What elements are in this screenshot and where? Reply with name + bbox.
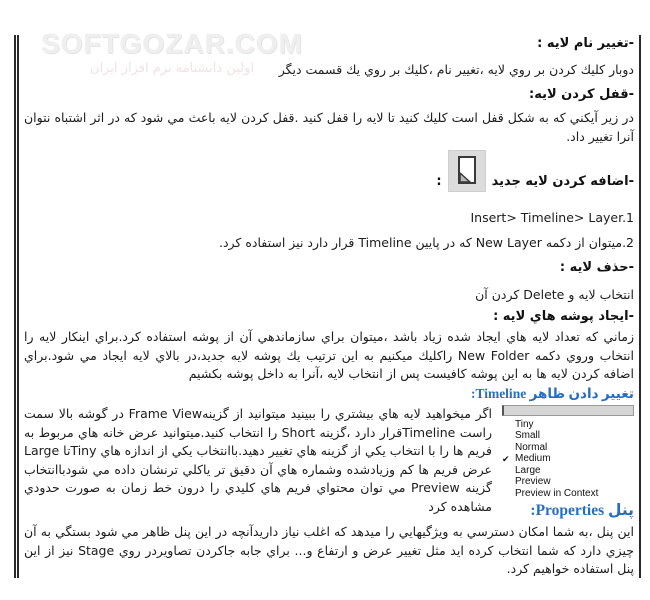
new-layer-icon — [448, 150, 486, 192]
watermark-logo: SOFTGOZAR.COM — [41, 28, 303, 59]
menu-item-medium: ✔ Medium — [502, 454, 634, 466]
heading-rename-layer: -تغيير نام لايه : — [537, 36, 634, 51]
page-right-border — [639, 35, 641, 578]
heading-add-layer-colon: : — [436, 174, 442, 189]
heading-delete-layer: -حذف لايه : — [559, 260, 634, 275]
para-create-folders: زماني كه تعداد لايه هاي ايجاد شده زياد باشد ،ميتوان براي سازماندهي آن از پوشه استفاده كرد.براي اينكار لايه را انتخاب وروي دكمه New Folder راكليك ميكنيم به اين ترتيب يك پوشه لايه جديد،در بالاي لايه ايجاد مي شود.براي اضافه كردن لايه ها به اين پوشه كافيست پس از انتخاب لايه ،آنرا به داخل پوشه بكشيم — [24, 329, 634, 381]
checkmark-icon: ✔ — [502, 454, 510, 464]
heading-add-layer: -اضافه كردن لايه جديد — [491, 174, 634, 189]
para-delete-layer: انتخاب لايه و Delete كردن آن — [475, 287, 634, 302]
frame-view-menu — [502, 405, 634, 500]
heading-timeline-appearance: تغيير دادن ظاهر Timeline: — [470, 386, 634, 401]
para-properties-panel: اين پنل ،به شما امكان دسترسي به ويژگيهايي را ميدهد كه اغلب نياز داريدآنچه در اين پنل ظاهر مي شود بستگي به آن چيزي دارد كه شما انتخاب كرده ايد مثل تغيير عرض و ارتفاع و... براي جابه جاكردن تصاويردر روي Stage نيز از اين پنل استفاده خواهيم كرد. — [24, 524, 634, 576]
page-left-border — [14, 35, 19, 578]
para-lock-layer: در زير آيكني كه به شكل قفل است كليك كنيد تا لايه را قفل كنيد .قفل كردن لايه باعث مي شود كه در اثر اشتباه نتوان آنرا تغيير داد. — [24, 110, 634, 144]
para-rename-layer: دوبار كليك كردن بر روي لايه ،تغيير نام ،كليك بر روي يك قسمت ديگر — [278, 62, 634, 77]
para-new-layer-button: 2.ميتوان از دكمه New Layer كه در پايين Timeline قرار دارد نيز استفاده كرد. — [218, 235, 634, 250]
menu-item-preview: Preview — [515, 476, 551, 487]
frame-view-menu-header — [502, 405, 634, 416]
menu-item-small: Small — [515, 430, 541, 441]
heading-lock-layer: -قفل كردن لايه: — [529, 87, 634, 102]
menu-item-large: Large — [515, 464, 541, 476]
frame-view-menu-list — [502, 419, 634, 500]
menu-item-preview-in-context: Preview in Context — [515, 487, 599, 499]
heading-properties-panel: پنل Properties: — [530, 502, 634, 519]
menu-item-normal: Normal — [515, 441, 548, 453]
heading-create-folders: -ايجاد پوشه هاي لايه : — [493, 309, 634, 324]
para-timeline-text: اگر ميخواهيد لايه هاي بيشتري را ببينيد ميتوانيد از گزينهFrame View در گوشه بالا سمت راست Timelineقرار دارد ،گزينه Short را انتخاب كنيد.ميتوانيد عرض خانه هاي مربوط به فريم ها را با انتخاب يكي از گزينه هاي تغيير دهيد.باانتخاب يكي از اندازه هاي Tinyتا Large عرض فريم ها كم وزيادشده وشماره هاي آن دقيق تر ياكلي ترنشان داده مي شودباانتخاب گزينه Preview مي توان محتواي فريم هاي كليدي را درون خط زمان به صورت حدودي مشاهده كرد — [24, 406, 493, 514]
heading-add-layer-row — [24, 150, 634, 192]
watermark-subtitle: اولین دانشنامه نرم افزار ایران — [90, 61, 254, 76]
para-timeline-appearance — [24, 405, 634, 516]
menu-item-tiny: Tiny — [515, 418, 534, 430]
para-insert-menu-path: Insert> Timeline> Layer.1 — [470, 210, 634, 225]
